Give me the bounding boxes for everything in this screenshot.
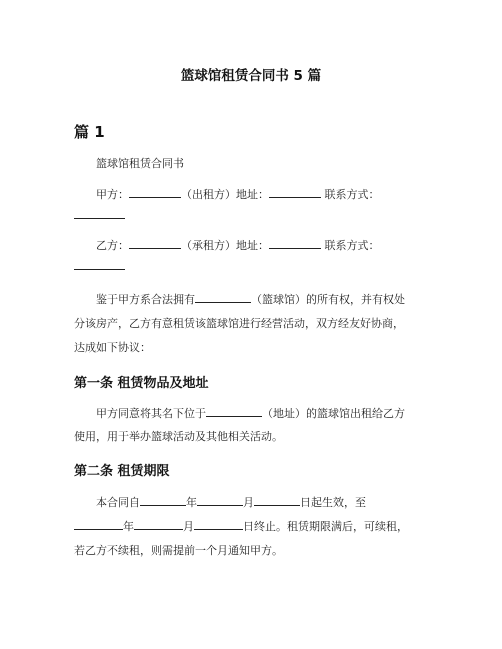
party-a-role: （出租方）地址： bbox=[181, 188, 269, 201]
article-2-text-2b: 月 bbox=[183, 520, 194, 533]
article-1-text-1b: （地址）的篮球馆出租给乙方 bbox=[262, 407, 405, 420]
article-2-text-1a: 本合同自 bbox=[96, 496, 140, 509]
article-2-text-1c: 月 bbox=[243, 496, 254, 509]
blank-field bbox=[129, 186, 181, 198]
blank-field bbox=[269, 186, 321, 198]
party-b-continuation bbox=[74, 258, 434, 274]
article-2-line-1 bbox=[96, 494, 456, 510]
blank-field bbox=[74, 518, 123, 530]
article-2-text-2a: 年 bbox=[123, 520, 134, 533]
intro-line-3: 达成如下协议： bbox=[74, 341, 151, 354]
contract-name: 篮球馆租赁合同书 bbox=[96, 157, 184, 170]
article-2-text-2c: 日终止。租赁期限满后，可续租， bbox=[243, 520, 408, 533]
blank-field bbox=[206, 405, 262, 417]
article-2-line-2 bbox=[74, 518, 434, 534]
article-2-heading: 第二条 租赁期限 bbox=[74, 464, 170, 479]
blank-field bbox=[195, 291, 251, 303]
blank-field bbox=[74, 207, 125, 219]
party-b-contact: 联系方式： bbox=[321, 239, 380, 252]
article-2-line-3: 若乙方不续租，则需提前一个月通知甲方。 bbox=[74, 544, 283, 557]
party-a-continuation bbox=[74, 207, 434, 223]
party-a-contact: 联系方式： bbox=[321, 188, 380, 201]
party-b-prefix: 乙方： bbox=[96, 239, 129, 252]
article-1-heading: 第一条 租赁物品及地址 bbox=[74, 376, 209, 391]
blank-field bbox=[140, 494, 186, 506]
section-heading: 篇 1 bbox=[74, 123, 105, 141]
document-title: 篮球馆租赁合同书 5 篇 bbox=[180, 68, 322, 84]
blank-field bbox=[269, 237, 321, 249]
intro-text-1a: 鉴于甲方系合法拥有 bbox=[96, 293, 195, 306]
blank-field bbox=[129, 237, 181, 249]
intro-text-1b: （篮球馆）的所有权，并有权处 bbox=[251, 293, 405, 306]
blank-field bbox=[194, 518, 243, 530]
blank-field bbox=[254, 494, 300, 506]
article-1-text-1a: 甲方同意将其名下位于 bbox=[96, 407, 206, 420]
party-a-prefix: 甲方： bbox=[96, 188, 129, 201]
article-2-text-1b: 年 bbox=[186, 496, 197, 509]
blank-field bbox=[197, 494, 243, 506]
blank-field bbox=[74, 258, 125, 270]
blank-field bbox=[134, 518, 183, 530]
intro-line-2: 分该房产，乙方有意租赁该篮球馆进行经营活动，双方经友好协商， bbox=[74, 317, 404, 330]
article-1-line-2: 使用，用于举办篮球活动及其他相关活动。 bbox=[74, 430, 283, 443]
article-1-line-1 bbox=[96, 405, 456, 421]
article-2-text-1d: 日起生效，至 bbox=[300, 496, 366, 509]
party-a-line bbox=[96, 186, 456, 202]
party-b-line bbox=[96, 237, 456, 253]
party-b-role: （承租方）地址： bbox=[181, 239, 269, 252]
intro-line-1 bbox=[96, 291, 456, 307]
